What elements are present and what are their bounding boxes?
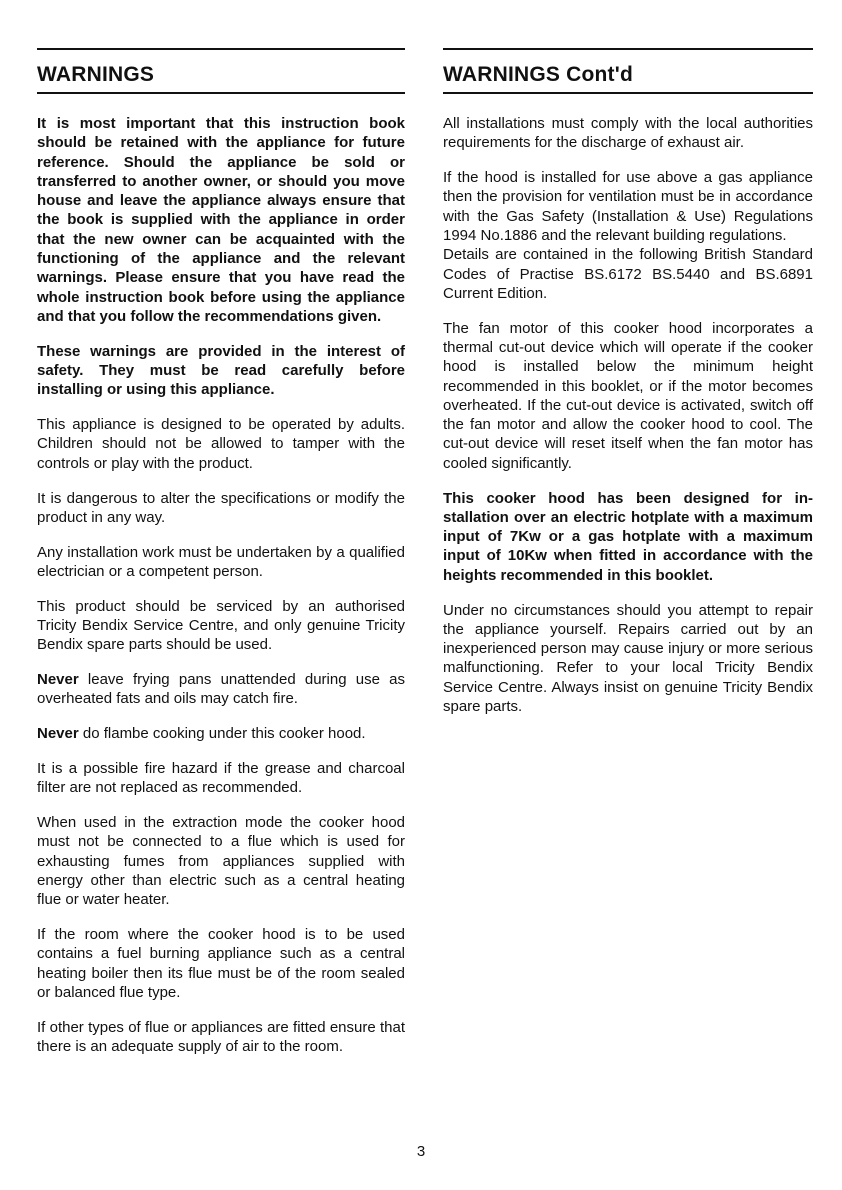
retain-book-paragraph: It is most important that this instruction book should be retained with the appliance for future reference. Should the appliance be sold or transferred to another owner, or should you move house and leave the appliance always ensure that the book is supplied with the appliance in order that the new owner can be acquainted with the functioning of the appliance and the relevant warnings. Please ensure that you have read the whole instruction book before using the appliance and that you follow the recommendations given. [37, 115, 405, 325]
thermal-cutout-paragraph: The fan motor of this cooker hood incorporates a thermal cut-out device which will operate if the cooker hood is installed below the minimum height recommended in this booklet, or if the motor becomes overheated. If the cut-out device is activated, switch off the fan motor and allow the cooker hood to cool. The cut-out device will reset itself when the fan motor has cooled significantly. [443, 319, 813, 472]
repairs-paragraph: Under no circumstances should you attempt to repair the appliance yourself. Repairs carried out by an inexperienced person may cause injury or more serious malfunctioning. Refer to your local Tricity Bendix Service Centre. Always insist on genuine Tricity Bendix spare parts. [443, 601, 813, 716]
right-column [443, 48, 813, 732]
left-paragraphs [37, 114, 405, 1056]
frying-pans-text: leave frying pans unattended during use as overheated fats and oils may catch fire. [37, 671, 405, 708]
gas-safety-paragraph: If the hood is installed for use above a gas appliance then the provision for ventilation must be in accordance with the Gas Safety (Installation & Use) Regulations 1994 No.1886 and the relevant building regulations. Details are contained in the following British Standard Codes of Practise BS.6172 BS.5440 and BS.6891 Current Edition. [443, 169, 813, 302]
servicing-paragraph: This product should be serviced by an authorised Tricity Bendix Service Centre, and only genuine Tricity Bendix spare parts should be used. [37, 597, 405, 654]
safety-interest-paragraph: These warnings are provided in the interest of safety. They must be read carefully before installing or using this appliance. [37, 342, 405, 399]
flambe-paragraph [37, 724, 405, 743]
left-heading: WARNINGS [37, 63, 155, 86]
right-paragraphs [443, 114, 813, 716]
fuel-burning-paragraph: If the room where the cooker hood is to be used contains a fuel burning appliance such as a central heating boiler then its flue must be of the room sealed or balanced flue type. [37, 926, 405, 1001]
frying-pans-paragraph [37, 670, 405, 709]
local-authorities-paragraph: All installations must comply with the local authorities requirements for the discharge of exhaust air. [443, 115, 813, 152]
adults-only-paragraph: This appliance is designed to be operated by adults. Children should not be allowed to tamper with the controls or play with the product. [37, 416, 405, 472]
right-heading: WARNINGS Cont'd [443, 63, 633, 86]
right-heading-block [443, 48, 813, 94]
no-modification-paragraph: It is dangerous to alter the specifications or modify the product in any way. [37, 489, 405, 526]
extraction-mode-paragraph: When used in the extraction mode the cooker hood must not be connected to a flue which is used for exhausting fumes from appliances supplied with energy other than electric such as a central heating flue or water heater. [37, 814, 405, 909]
left-heading-block [37, 48, 405, 94]
air-supply-paragraph: If other types of flue or appliances are fitted ensure that there is an adequate supply of air to the room. [37, 1018, 405, 1056]
max-input-paragraph: This cooker hood has been designed for installation over an electric hotplate with a maximum input of 7Kw or a gas hotplate with a maximum input of 10Kw when fitted in accordance with the heights recommended in this booklet. [443, 489, 813, 584]
left-column [37, 48, 405, 1072]
never-lead: Never [37, 671, 79, 689]
never-lead: Never [37, 725, 79, 743]
installation-work-paragraph: Any installation work must be undertaken by a qualified electrician or a competent person. [37, 543, 405, 580]
fire-hazard-paragraph: It is a possible fire hazard if the grease and charcoal filter are not replaced as recommended. [37, 760, 405, 797]
page-number: 3 [416, 1143, 426, 1160]
flambe-text: do flambe cooking under this cooker hood. [78, 725, 366, 743]
